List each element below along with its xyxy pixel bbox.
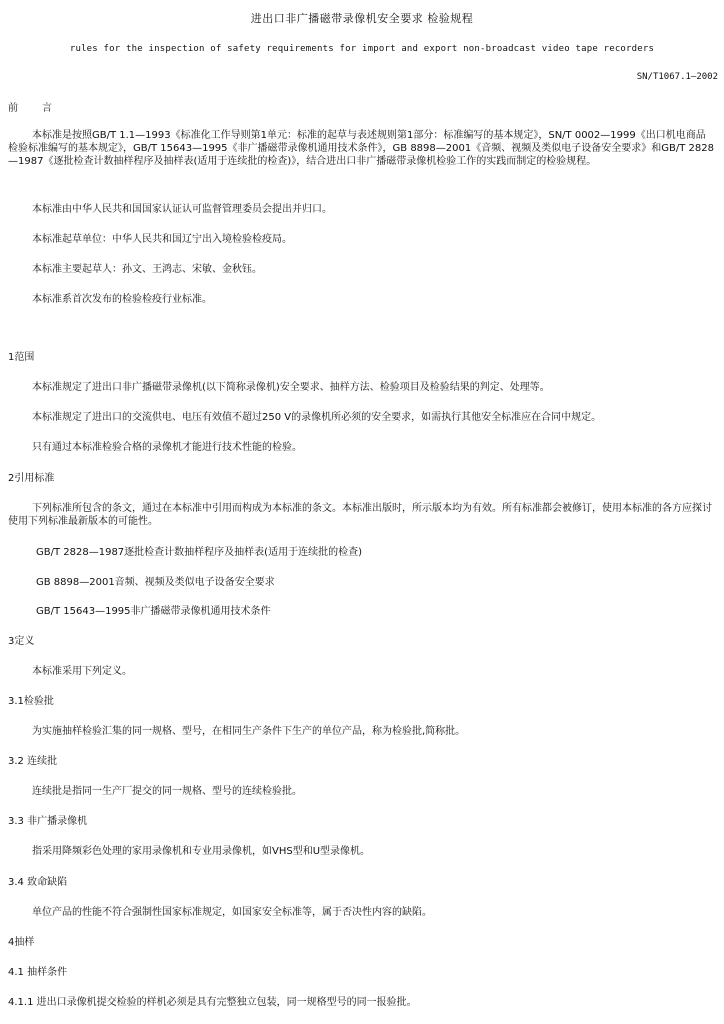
foreword-paragraph-5: 本标准系首次发布的检验检疫行业标准。	[32, 294, 212, 305]
reference-item: GB/T 15643—1995非广播磁带录像机通用技术条件	[36, 606, 271, 617]
foreword-heading-char-2: 言	[42, 103, 52, 114]
section-1-paragraph-3: 只有通过本标准检验合格的录像机才能进行技术性能的检验。	[32, 442, 302, 453]
foreword-paragraph-2: 本标准由中华人民共和国国家认证认可监督管理委员会提出并归口。	[32, 204, 332, 215]
definition-3-3-text: 指采用降频彩色处理的家用录像机和专业用录像机，如VHS型和U型录像机。	[32, 846, 371, 857]
section-1-paragraph-1: 本标准规定了进出口非广播磁带录像机(以下简称录像机)安全要求、抽样方法、检验项目及检验结果的判定、处理等。	[32, 382, 550, 393]
reference-item: GB/T 2828—1987逐批检查计数抽样程序及抽样表(适用于连续批的检查)	[36, 547, 362, 558]
foreword-heading	[8, 102, 52, 115]
section-2-paragraph-1: 下列标准所包含的条文，通过在本标准中引用而构成为本标准的条文。本标准出版时，所示版本均为有效。所有标准都会被修订，使用本标准的各方应探讨使用下列标准最新版本的可能性。	[8, 503, 712, 527]
definition-3-2-heading: 3.2 连续批	[8, 756, 58, 767]
document-title: 进出口非广播磁带录像机安全要求 检验规程	[250, 12, 474, 25]
foreword-heading-char-1: 前	[8, 103, 18, 114]
section-1-heading: 1范围	[8, 352, 35, 363]
definition-3-1-text: 为实施抽样检验汇集的同一规格、型号，在相同生产条件下生产的单位产品，称为检验批,简称批。	[32, 726, 466, 737]
section-4-heading: 4抽样	[8, 937, 35, 948]
definition-3-1-heading: 3.1检验批	[8, 696, 54, 707]
section-3-heading: 3定义	[8, 636, 35, 647]
section-4-1-heading: 4.1 抽样条件	[8, 967, 68, 978]
section-1-paragraph-2: 本标准规定了进出口的交流供电、电压有效值不超过250 V的录像机所必须的安全要求，如需执行其他安全标准应在合同中规定。	[32, 412, 602, 423]
definition-3-4-heading: 3.4 致命缺陷	[8, 877, 68, 888]
document-subtitle: rules for the inspection of safety requirements for import and export non-broadcast video tape recorders	[69, 44, 655, 54]
definition-3-3-heading: 3.3 非广播录像机	[8, 816, 88, 827]
foreword-paragraph-4: 本标准主要起草人：孙文、王鸿志、宋敏、金秋钰。	[32, 264, 262, 275]
section-4-1-1-text: 4.1.1 进出口录像机提交检验的样机必须是具有完整独立包装，同一规格型号的同一报验批。	[8, 997, 417, 1008]
definition-3-2-text: 连续批是指同一生产厂提交的同一规格、型号的连续检验批。	[32, 786, 302, 797]
foreword-paragraph-3: 本标准起草单位：中华人民共和国辽宁出入境检验检疫局。	[32, 234, 292, 245]
section-2-heading: 2引用标准	[8, 473, 55, 484]
reference-item: GB 8898—2001音频、视频及类似电子设备安全要求	[36, 577, 275, 588]
foreword-paragraph-1: 本标准是按照GB/T 1.1—1993《标准化工作导则第1单元：标准的起草与表述规则第1部分：标准编写的基本规定》，SN/T 0002—1999《出口机电商品检验标准编写的基本规定》，GB/T 15643—1995《非广播磁带录像机通用技术条件》，GB 8898—2001《音频、视频及类似电子设备安全要求》和GB/T 2828—1987《逐批检查计数抽样程序及抽样表(适用于连续批的检查)》，结合进出口非广播磁带录像机检验工作的实践而制定的检验规程。	[8, 130, 714, 167]
standard-code: SN/T1067.1—2002	[636, 72, 718, 82]
section-3-paragraph-1: 本标准采用下列定义。	[32, 666, 132, 677]
definition-3-4-text: 单位产品的性能不符合强制性国家标准规定，如国家安全标准等，属于否决性内容的缺陷。	[32, 907, 432, 918]
